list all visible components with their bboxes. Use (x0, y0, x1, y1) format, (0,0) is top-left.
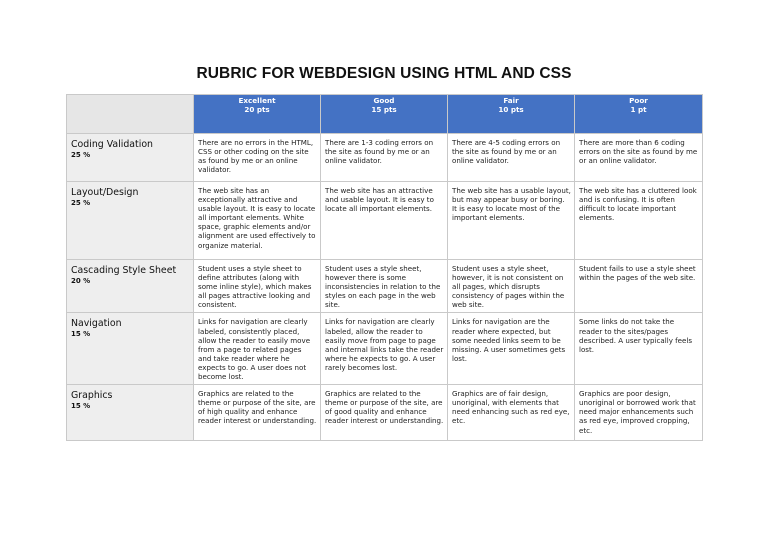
criterion-row-coding-validation (67, 134, 703, 182)
criterion-row-navigation (67, 313, 703, 385)
level-name: Good (373, 96, 395, 105)
criterion-weight: 15 % (71, 402, 91, 411)
criterion-row-layout-design (67, 182, 703, 260)
level-points: 20 pts (244, 105, 270, 114)
rubric-cell-fair: Graphics are of fair design, unoriginal, with elements that need enhancing such as red eye, etc. (448, 385, 575, 441)
rubric-cell-fair: Student uses a style sheet, however, it is not consistent on all pages, which disrupts consistency of pages within the web site. (448, 260, 575, 313)
header-row (67, 95, 703, 134)
criterion-label (67, 260, 194, 313)
rubric-cell-fair: There are 4-5 coding errors on the site as found by me or an online validator. (448, 134, 575, 182)
rubric-cell-poor: Student fails to use a style sheet within the pages of the web site. (575, 260, 703, 313)
page-title: RUBRIC FOR WEBDESIGN USING HTML AND CSS (196, 65, 572, 82)
level-header-poor (575, 95, 703, 134)
level-header-excellent (194, 95, 321, 134)
rubric-cell-excellent: There are no errors in the HTML, CSS or other coding on the site as found by me or an online validator. (194, 134, 321, 182)
level-name: Fair (503, 96, 519, 105)
rubric-cell-excellent: Graphics are related to the theme or purpose of the site, are of high quality and enhance reader interest or understanding. (194, 385, 321, 441)
rubric-cell-fair: Links for navigation are the reader where expected, but some needed links seem to be missing. A user sometimes gets lost. (448, 313, 575, 385)
criterion-name: Layout/Design (71, 187, 139, 198)
level-points: 1 pt (630, 105, 647, 114)
rubric-cell-good: Links for navigation are clearly labeled, allow the reader to easily move from page to page and internal links take the reader where he expects to go. A user rarely becomes lost. (321, 313, 448, 385)
criterion-name: Graphics (71, 390, 113, 402)
rubric-cell-good: There are 1-3 coding errors on the site as found by me or an online validator. (321, 134, 448, 182)
rubric-cell-excellent: The web site has an exceptionally attractive and usable layout. It is easy to locate all important elements. White space, graphic elements and/or alignment are used effectively to organize material. (194, 182, 321, 260)
rubric-cell-good: Graphics are related to the theme or purpose of the site, are of good quality and enhance reader interest or understanding. (321, 385, 448, 441)
level-points: 10 pts (498, 105, 524, 114)
criterion-row-cascading-style-sheet (67, 260, 703, 313)
criterion-row-graphics (67, 385, 703, 441)
level-points: 15 pts (371, 105, 397, 114)
level-header-good (321, 95, 448, 134)
criterion-label (67, 134, 194, 182)
criterion-label (67, 385, 194, 441)
rubric-cell-poor: Some links do not take the reader to the sites/pages described. A user typically feels lost. (575, 313, 703, 385)
corner-cell (67, 95, 194, 134)
criterion-label (67, 313, 194, 385)
criterion-name: Cascading Style Sheet (71, 265, 177, 276)
criterion-weight: 25 % (71, 199, 91, 207)
rubric-cell-excellent: Student uses a style sheet to define attributes (along with some inline style), which makes all pages attractive looking and consistent. (194, 260, 321, 313)
rubric-cell-good: The web site has an attractive and usable layout. It is easy to locate all important elements. (321, 182, 448, 260)
criterion-label (67, 182, 194, 260)
criterion-name: Navigation (71, 318, 122, 330)
rubric-cell-poor: Graphics are poor design, unoriginal or borrowed work that need major enhancements such as red eye, improved cropping, etc. (575, 385, 703, 441)
level-name: Poor (629, 96, 648, 105)
rubric-cell-excellent: Links for navigation are clearly labeled, consistently placed, allow the reader to easily move from a page to related pages and take reader where he expects to go. A user does not become lost. (194, 313, 321, 385)
criterion-weight: 15 % (71, 330, 91, 339)
rubric-table (66, 94, 703, 441)
criterion-weight: 25 % (71, 151, 91, 159)
rubric-cell-poor: There are more than 6 coding errors on the site as found by me or an online validator. (575, 134, 703, 182)
level-header-fair (448, 95, 575, 134)
rubric-cell-poor: The web site has a cluttered look and is confusing. It is often difficult to locate important elements. (575, 182, 703, 260)
criterion-name: Coding Validation (71, 139, 154, 150)
rubric-cell-fair: The web site has a usable layout, but may appear busy or boring. It is easy to locate most of the important elements. (448, 182, 575, 260)
level-name: Excellent (238, 96, 276, 105)
rubric-cell-good: Student uses a style sheet, however there is some inconsistencies in relation to the styles on each page in the web site. (321, 260, 448, 313)
criterion-weight: 20 % (71, 277, 91, 285)
